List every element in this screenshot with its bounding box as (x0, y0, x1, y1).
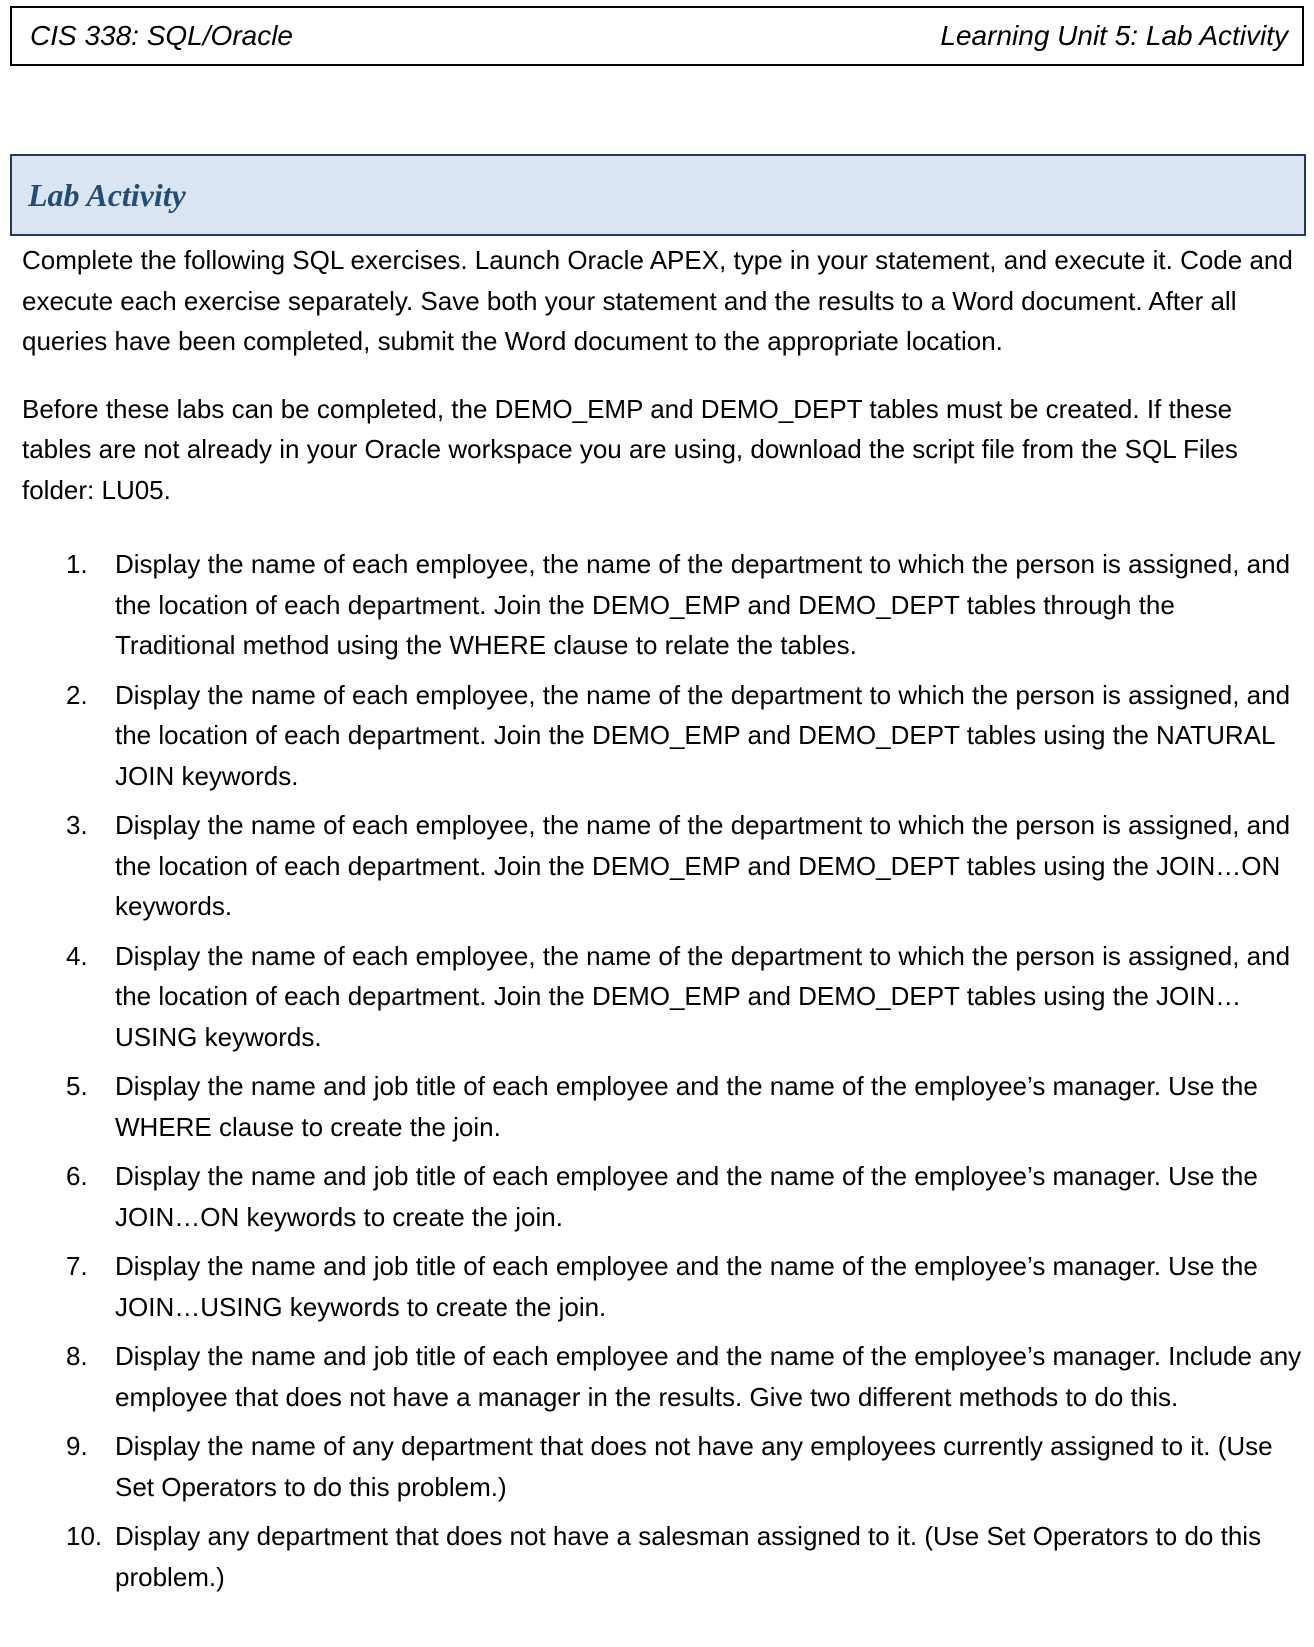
exercise-item (22, 805, 1302, 927)
exercise-text: Display the name and job title of each employee and the name of the employee’s manager. Use the WHERE clause to create the join. (115, 1071, 1258, 1142)
exercise-list (22, 544, 1302, 1597)
exercise-number: 3. (66, 810, 88, 840)
exercise-text: Display the name and job title of each employee and the name of the employee’s manager. Use the JOIN…USING keywords to create the join. (115, 1251, 1258, 1322)
exercise-item (22, 1066, 1302, 1147)
exercise-text: Display the name and job title of each employee and the name of the employee’s manager. Include any employee that does not have a manager in the results. Give two different methods to do this. (115, 1341, 1302, 1412)
exercise-text: Display the name of each employee, the name of the department to which the person is assigned, and the location of each department. Join the DEMO_EMP and DEMO_DEPT tables using the NATURAL JOIN keywords. (115, 679, 1291, 791)
unit-title: Learning Unit 5: Lab Activity (940, 20, 1288, 51)
exercise-text: Display the name of each employee, the name of the department to which the person is assigned, and the location of each department. Join the DEMO_EMP and DEMO_DEPT tables using the JOIN…USING keywords. (115, 940, 1291, 1052)
exercise-item (22, 1336, 1302, 1417)
exercise-text: Display the name and job title of each employee and the name of the employee’s manager. Use the JOIN…ON keywords to create the join. (115, 1161, 1258, 1232)
exercise-item (22, 544, 1302, 666)
exercise-item (22, 1246, 1302, 1327)
exercise-number: 6. (66, 1161, 88, 1191)
exercise-text: Display any department that does not have a salesman assigned to it. (Use Set Operators to do this problem.) (115, 1521, 1262, 1592)
course-title: CIS 338: SQL/Oracle (30, 20, 294, 51)
exercise-number: 2. (66, 679, 88, 710)
exercise-item (22, 936, 1302, 1058)
exercise-number: 4. (66, 940, 88, 971)
exercise-number: 10. (66, 1521, 103, 1551)
exercise-text: Display the name of any department that does not have any employees currently assigned to it. (Use Set Operators to do this problem.) (115, 1431, 1273, 1502)
exercise-number: 1. (66, 549, 88, 579)
page-header (10, 6, 1304, 66)
exercise-text: Display the name of each employee, the name of the department to which the person is assigned, and the location of each department. Join the DEMO_EMP and DEMO_DEPT tables using the JOIN…ON keywords. (115, 810, 1291, 921)
exercise-number: 8. (66, 1341, 88, 1371)
prerequisite-paragraph: Before these labs can be completed, the DEMO_EMP and DEMO_DEPT tables must be created. If these tables are not already in your Oracle workspace you are using, download the script file from the SQL Files folder: LU05. (22, 393, 1238, 505)
document-body (22, 240, 1302, 1606)
exercise-number: 9. (66, 1431, 88, 1461)
exercise-item (22, 1516, 1302, 1597)
exercise-number: 5. (66, 1071, 88, 1101)
exercise-item (22, 1426, 1302, 1507)
section-heading-bar (10, 154, 1306, 236)
exercise-number: 7. (66, 1251, 88, 1281)
exercise-item (22, 1156, 1302, 1237)
exercise-text: Display the name of each employee, the name of the department to which the person is assigned, and the location of each department. Join the DEMO_EMP and DEMO_DEPT tables through the Traditional method using the WHERE clause to relate the tables. (115, 549, 1291, 660)
section-title: Lab Activity (28, 176, 186, 213)
exercise-item (22, 675, 1302, 797)
intro-paragraph: Complete the following SQL exercises. Launch Oracle APEX, type in your statement, and execute it. Code and execute each exercise separately. Save both your statement and the results to a Word document. After all queries have been completed, submit the Word document to the appropriate location. (22, 245, 1293, 356)
